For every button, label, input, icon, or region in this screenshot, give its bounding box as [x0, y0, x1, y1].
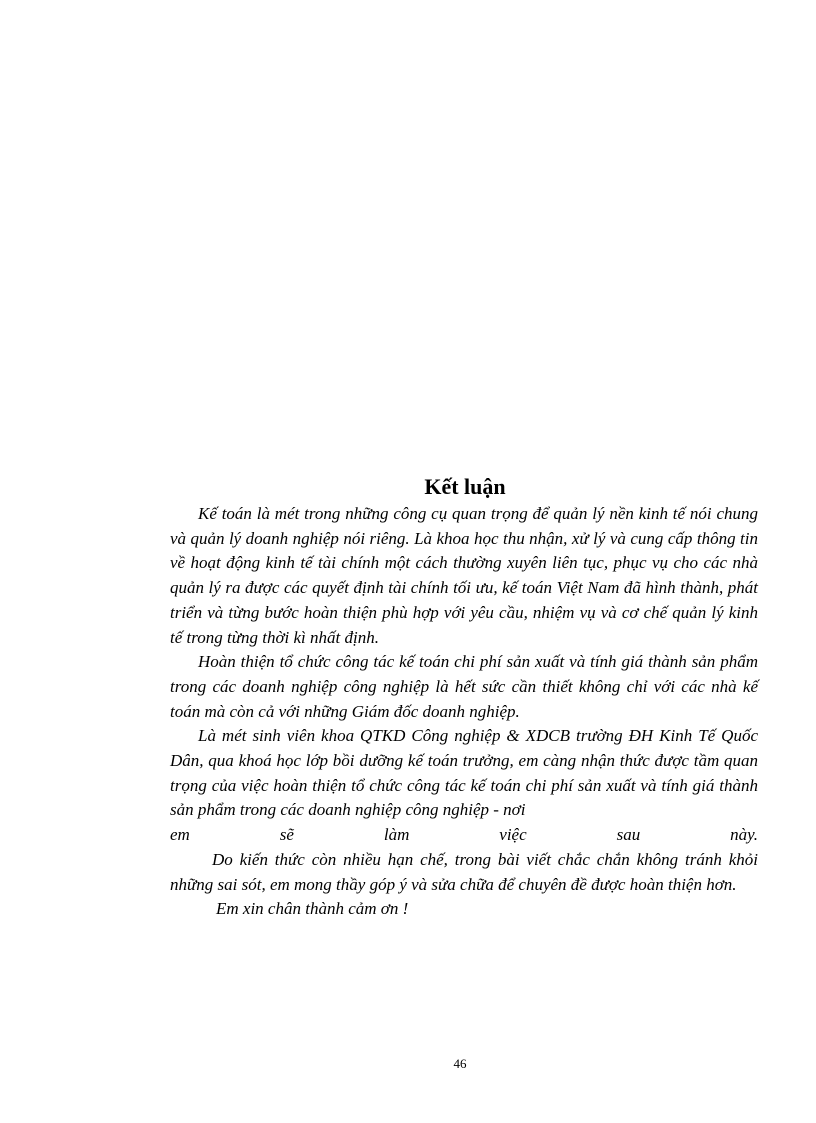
closing-line: Em xin chân thành cảm ơn ! [216, 899, 409, 919]
paragraph-3-last-line: em sẽ làm việc sau này. [170, 825, 758, 845]
paragraph-3: Là mét sinh viên khoa QTKD Công nghiệp & XDCB trường ĐH Kinh Tế Quốc Dân, qua khoá học lớp bồi dưỡng kế toán trưởng, em càng nhận thức được tầm quan trọng của việc hoàn thiện tổ chức công tác kế toán chi phí sản xuất và tính giá thành sản phẩm trong các doanh nghiệp công nghiệp - nơi [170, 726, 758, 820]
paragraph-2: Hoàn thiện tổ chức công tác kế toán chi phí sản xuất và tính giá thành sản phẩm trong các doanh nghiệp công nghiệp là hết sức cần thiết không chỉ với các nhà kế toán mà còn cả với những Giám đốc doanh nghiệp. [170, 652, 758, 721]
page-number: 46 [453, 1056, 467, 1071]
paragraph-4: Do kiến thức còn nhiều hạn chế, trong bài viết chắc chắn không tránh khỏi những sai sót, em mong thầy góp ý và sửa chữa để chuyên đề được hoàn thiện hơn. [170, 849, 758, 894]
body-text [170, 502, 758, 922]
page-title: Kết luận [424, 474, 506, 499]
paragraph-1: Kế toán là mét trong những công cụ quan trọng để quản lý nền kinh tế nói chung và quản lý doanh nghiệp nói riêng. Là khoa học thu nhận, xử lý và cung cấp thông tin về hoạt động kinh tế tài chính một cách thường xuyên liên tục, phục vụ cho các nhà quản lý ra được các quyết định tài chính tối ưu, kế toán Việt Nam đã hình thành, phát triển và từng bước hoàn thiện phù hợp với yêu cầu, nhiệm vụ và cơ chế quản lý kinh tế trong từng thời kì nhất định. [170, 504, 758, 647]
